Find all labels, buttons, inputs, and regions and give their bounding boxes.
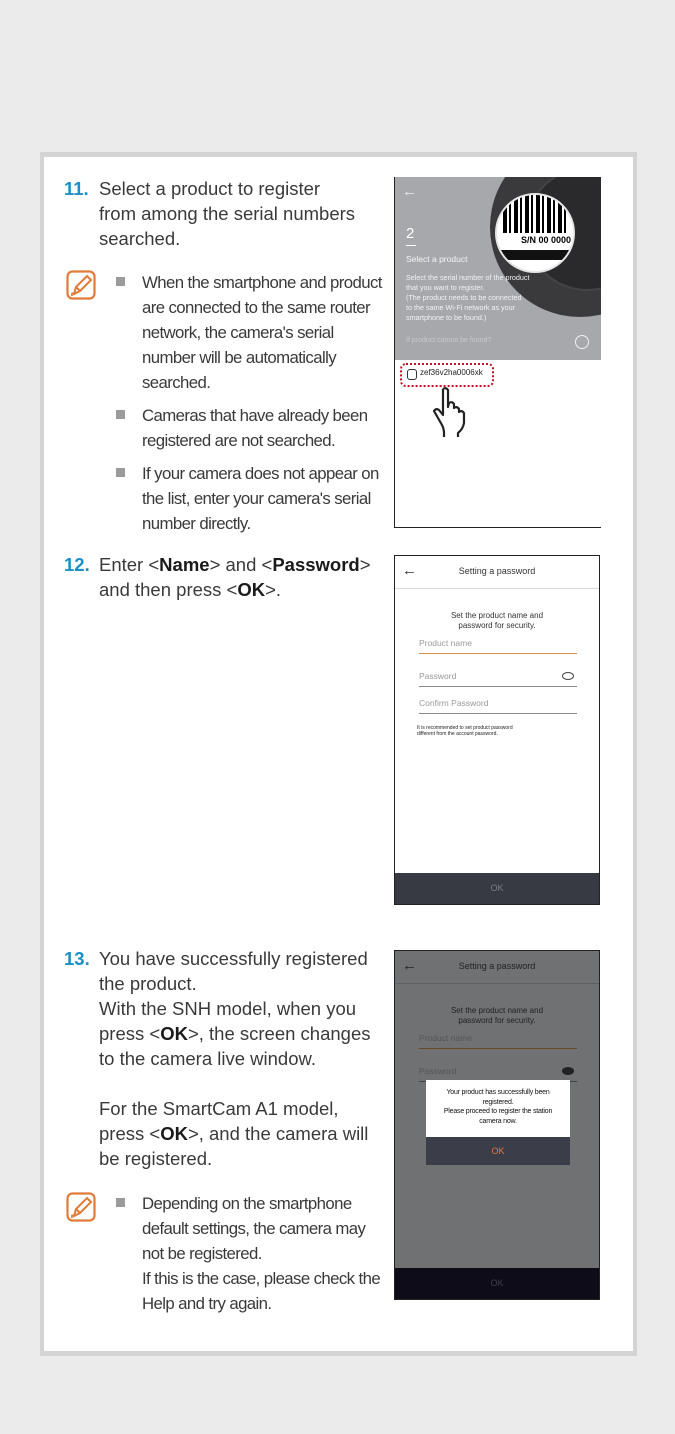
barcode-band — [497, 250, 573, 260]
confirm-password-input[interactable]: Confirm Password — [419, 698, 577, 714]
bullet-square — [116, 277, 125, 286]
step-12: 12. Enter <Name> and <Password> and then press <OK>. — [64, 554, 371, 600]
step-number: 11. — [64, 178, 89, 199]
select-product-header — [395, 177, 601, 360]
note-item: Depending on the smartphone default settings, the camera may not be registered. If this is the case, please check the Help and try again. — [116, 1191, 388, 1316]
step-number: 12. — [64, 554, 90, 575]
product-name-input: Product name — [419, 1033, 577, 1049]
back-arrow-icon[interactable]: ← — [402, 957, 417, 974]
show-password-eye-icon — [562, 1067, 574, 1075]
screen-title: Setting a password — [458, 961, 536, 971]
intro-text: Set the product name and password for security. — [450, 611, 544, 630]
step-indicator: 2 — [406, 225, 415, 242]
note-pencil-icon — [66, 270, 96, 300]
refresh-icon[interactable] — [575, 335, 589, 349]
password-input[interactable]: Password — [419, 671, 577, 687]
pointing-hand-icon — [431, 387, 467, 437]
ok-button: OK — [395, 1268, 599, 1299]
bullet-square — [116, 410, 125, 419]
bullet-square — [116, 468, 125, 477]
note-item: Cameras that have already been registered are not searched. — [116, 403, 388, 453]
intro-text: Set the product name and password for security. — [450, 1006, 544, 1025]
step-13: 13. You have successfully registered the product. With the SNH model, when you press <OK>, the screen changes to the camera live window. For the SmartCam A1 model, press <OK>, and the camera will be registered. — [64, 948, 371, 1169]
screen-title: Setting a password — [458, 566, 536, 576]
not-found-link[interactable]: If product cannot be found? — [406, 337, 492, 344]
product-name-input[interactable]: Product name — [419, 638, 577, 654]
step-number: 13. — [64, 948, 90, 969]
show-password-eye-icon[interactable] — [562, 672, 574, 680]
bullet-square — [116, 1198, 125, 1207]
barcode-magnifier: S/N 00 0000 — [495, 193, 575, 273]
step-11: 11. Select a product to register from among the serial numbers searched. — [64, 178, 356, 249]
screenshot-select-product — [394, 177, 601, 528]
app-header — [395, 556, 599, 589]
dialog-ok-button[interactable]: OK — [426, 1137, 570, 1165]
step-13-notes — [116, 1191, 388, 1324]
select-product-title: Select a product — [406, 254, 468, 264]
barcode-icon — [503, 195, 567, 233]
screenshot-registration-success — [394, 950, 600, 1300]
note-pencil-icon — [66, 1192, 96, 1222]
step-11-notes — [116, 270, 388, 544]
app-header — [395, 951, 599, 984]
note-item: When the smartphone and product are connected to the same router network, the camera's serial number will be automatically searched. — [116, 270, 388, 395]
password-input: Password — [419, 1066, 577, 1082]
back-arrow-icon[interactable]: ← — [402, 562, 417, 579]
camera-icon — [407, 369, 417, 380]
note-item: If your camera does not appear on the list, enter your camera's serial number directly. — [116, 461, 388, 536]
select-product-description: Select the serial number of the product that you want to register. (The product needs to be connected to the same Wi-Fi network as your smartphone to be found.) — [406, 273, 530, 322]
password-hint: It is recommended to set product password different from the account password. — [417, 725, 513, 737]
screenshot-setting-password — [394, 555, 600, 905]
serial-list-item[interactable]: zef36v2ha0006xk — [400, 363, 494, 387]
step-underline — [406, 245, 416, 246]
success-message: Your product has successfully been registered. Please proceed to register the station camera now. — [443, 1089, 553, 1125]
back-arrow-icon[interactable]: ← — [402, 183, 417, 200]
ok-button[interactable]: OK — [395, 873, 599, 904]
